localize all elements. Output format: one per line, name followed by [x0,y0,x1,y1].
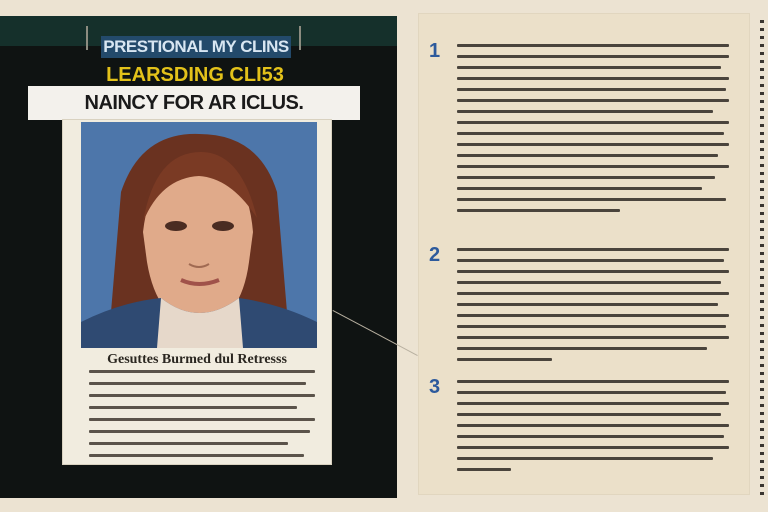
section-body-text [457,248,729,369]
section-number: 3 [429,376,441,398]
woman-portrait-illustration [81,122,317,348]
poster-caption: Gesuttes Burmed dul Retresss [107,352,287,367]
section-body-text [457,44,729,220]
poster-sheet [63,120,331,464]
portrait-image [81,122,317,348]
section-body-text [457,380,729,479]
poster-banner: PRESTIONAL MY CLINS [101,36,291,58]
poster-subhead: LEARSDING CLI53 [106,64,284,86]
page-edge-text [760,20,764,500]
poster-title: NAINCY FOR AR ICLUS. [28,86,360,120]
section-number: 2 [429,244,441,266]
article-panel [419,14,749,494]
poster-body-text [89,370,315,466]
hanging-pin [299,26,301,50]
section-number: 1 [429,40,441,62]
hanging-pin [86,26,88,50]
